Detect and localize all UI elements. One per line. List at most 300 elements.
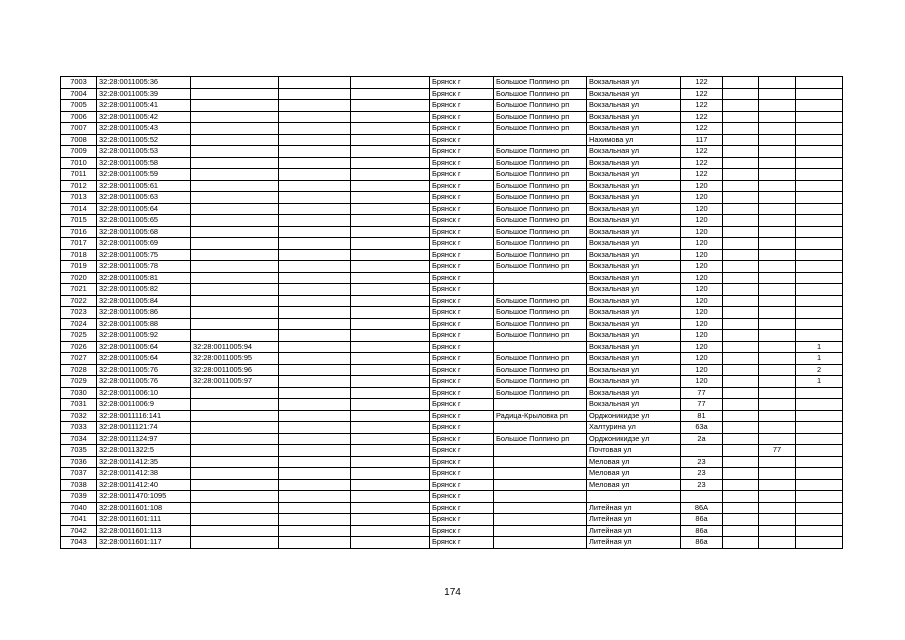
cell-city: Брянск г <box>430 341 494 353</box>
cell-cadastral-number: 32:28:0011005:59 <box>97 169 191 181</box>
cell-count <box>796 514 843 526</box>
cell-house-number: 86а <box>681 537 723 549</box>
cell-empty-col-4 <box>279 111 351 123</box>
cell-street: Вокзальная ул <box>587 284 681 296</box>
cell-empty-col-5 <box>351 433 430 445</box>
cell-settlement: Большое Полпино рп <box>494 226 587 238</box>
cell-count <box>796 261 843 273</box>
cell-related-cadastral-number <box>191 272 279 284</box>
cell-extra-number <box>759 433 796 445</box>
cell-extra-number <box>759 88 796 100</box>
table-row <box>61 376 843 388</box>
cell-empty-col-4 <box>279 295 351 307</box>
cell-cadastral-number: 32:28:0011005:82 <box>97 284 191 296</box>
table-row <box>61 433 843 445</box>
cell-count <box>796 111 843 123</box>
cell-cadastral-number: 32:28:0011005:65 <box>97 215 191 227</box>
cell-settlement: Большое Полпино рп <box>494 77 587 89</box>
cell-settlement <box>494 134 587 146</box>
cell-house-number <box>681 445 723 457</box>
cell-count <box>796 203 843 215</box>
cell-count: 2 <box>796 364 843 376</box>
cell-street: Меловая ул <box>587 468 681 480</box>
table-row <box>61 318 843 330</box>
cell-empty-col-5 <box>351 318 430 330</box>
cell-related-cadastral-number <box>191 295 279 307</box>
cell-empty-col-4 <box>279 422 351 434</box>
cell-extra-number <box>759 514 796 526</box>
cell-settlement: Большое Полпино рп <box>494 238 587 250</box>
cell-settlement <box>494 537 587 549</box>
cell-extra-number <box>759 238 796 250</box>
cell-city: Брянск г <box>430 100 494 112</box>
cell-settlement <box>494 514 587 526</box>
cell-cadastral-number: 32:28:0011005:68 <box>97 226 191 238</box>
cell-extra-number <box>759 100 796 112</box>
cell-empty-col-5 <box>351 169 430 181</box>
cell-settlement: Большое Полпино рп <box>494 433 587 445</box>
cell-empty-col-10 <box>723 433 759 445</box>
cell-count <box>796 192 843 204</box>
cell-house-number: 122 <box>681 111 723 123</box>
cell-row-number: 7024 <box>61 318 97 330</box>
cell-related-cadastral-number <box>191 123 279 135</box>
table-row <box>61 123 843 135</box>
cell-empty-col-5 <box>351 272 430 284</box>
table-row <box>61 146 843 158</box>
cell-house-number: 122 <box>681 169 723 181</box>
cell-cadastral-number: 32:28:0011006:9 <box>97 399 191 411</box>
cell-empty-col-10 <box>723 537 759 549</box>
cell-street: Вокзальная ул <box>587 307 681 319</box>
cell-city: Брянск г <box>430 307 494 319</box>
cell-settlement: Большое Полпино рп <box>494 330 587 342</box>
cell-related-cadastral-number <box>191 284 279 296</box>
cell-settlement <box>494 445 587 457</box>
cell-settlement: Радица-Крыловка рп <box>494 410 587 422</box>
cell-empty-col-10 <box>723 445 759 457</box>
cell-empty-col-4 <box>279 134 351 146</box>
cell-empty-col-5 <box>351 364 430 376</box>
cell-settlement: Большое Полпино рп <box>494 146 587 158</box>
table-row <box>61 226 843 238</box>
cell-empty-col-5 <box>351 537 430 549</box>
cell-empty-col-5 <box>351 491 430 503</box>
cell-empty-col-10 <box>723 353 759 365</box>
cell-related-cadastral-number: 32:28:0011005:96 <box>191 364 279 376</box>
cell-empty-col-10 <box>723 410 759 422</box>
cell-empty-col-4 <box>279 318 351 330</box>
cell-settlement: Большое Полпино рп <box>494 307 587 319</box>
cell-empty-col-4 <box>279 410 351 422</box>
cell-count: 1 <box>796 353 843 365</box>
cell-house-number: 120 <box>681 203 723 215</box>
cell-empty-col-4 <box>279 525 351 537</box>
cell-row-number: 7022 <box>61 295 97 307</box>
cell-settlement: Большое Полпино рп <box>494 203 587 215</box>
cell-empty-col-10 <box>723 399 759 411</box>
cell-street: Вокзальная ул <box>587 88 681 100</box>
cell-city: Брянск г <box>430 157 494 169</box>
cell-empty-col-10 <box>723 134 759 146</box>
cell-related-cadastral-number <box>191 111 279 123</box>
cell-count <box>796 330 843 342</box>
cell-empty-col-4 <box>279 77 351 89</box>
cell-empty-col-10 <box>723 215 759 227</box>
cell-settlement: Большое Полпино рп <box>494 364 587 376</box>
cell-cadastral-number: 32:28:0011005:88 <box>97 318 191 330</box>
cell-empty-col-5 <box>351 261 430 273</box>
cell-empty-col-10 <box>723 203 759 215</box>
cell-cadastral-number: 32:28:0011005:69 <box>97 238 191 250</box>
cell-street: Вокзальная ул <box>587 353 681 365</box>
cell-extra-number <box>759 111 796 123</box>
table-row <box>61 249 843 261</box>
cell-empty-col-4 <box>279 456 351 468</box>
cell-street: Почтовая ул <box>587 445 681 457</box>
cell-extra-number <box>759 537 796 549</box>
cell-empty-col-5 <box>351 238 430 250</box>
cell-street: Вокзальная ул <box>587 226 681 238</box>
cell-street: Вокзальная ул <box>587 318 681 330</box>
registry-table <box>60 76 843 549</box>
cell-empty-col-10 <box>723 514 759 526</box>
cell-count: 1 <box>796 376 843 388</box>
cell-empty-col-4 <box>279 272 351 284</box>
cell-street: Литейная ул <box>587 502 681 514</box>
cell-count <box>796 445 843 457</box>
cell-city: Брянск г <box>430 77 494 89</box>
cell-extra-number <box>759 123 796 135</box>
cell-house-number: 86А <box>681 502 723 514</box>
cell-city: Брянск г <box>430 456 494 468</box>
cell-house-number: 86а <box>681 514 723 526</box>
table-row <box>61 261 843 273</box>
cell-street: Орджоникидзе ул <box>587 433 681 445</box>
cell-empty-col-10 <box>723 422 759 434</box>
cell-row-number: 7021 <box>61 284 97 296</box>
cell-city: Брянск г <box>430 180 494 192</box>
cell-cadastral-number: 32:28:0011005:61 <box>97 180 191 192</box>
cell-empty-col-4 <box>279 192 351 204</box>
cell-city: Брянск г <box>430 146 494 158</box>
cell-cadastral-number: 32:28:0011006:10 <box>97 387 191 399</box>
cell-count <box>796 284 843 296</box>
cell-city: Брянск г <box>430 318 494 330</box>
cell-empty-col-5 <box>351 445 430 457</box>
cell-house-number: 120 <box>681 284 723 296</box>
cell-street: Вокзальная ул <box>587 341 681 353</box>
cell-settlement <box>494 284 587 296</box>
cell-house-number: 120 <box>681 330 723 342</box>
cell-row-number: 7010 <box>61 157 97 169</box>
cell-row-number: 7012 <box>61 180 97 192</box>
cell-row-number: 7026 <box>61 341 97 353</box>
cell-empty-col-10 <box>723 157 759 169</box>
cell-extra-number <box>759 226 796 238</box>
cell-street: Орджоникидзе ул <box>587 410 681 422</box>
cell-count <box>796 537 843 549</box>
table-row <box>61 422 843 434</box>
registry-table-body <box>61 77 843 549</box>
cell-cadastral-number: 32:28:0011124:97 <box>97 433 191 445</box>
cell-related-cadastral-number <box>191 456 279 468</box>
cell-count <box>796 433 843 445</box>
cell-empty-col-10 <box>723 249 759 261</box>
cell-related-cadastral-number <box>191 514 279 526</box>
cell-city: Брянск г <box>430 123 494 135</box>
cell-related-cadastral-number <box>191 157 279 169</box>
cell-row-number: 7003 <box>61 77 97 89</box>
cell-row-number: 7027 <box>61 353 97 365</box>
cell-related-cadastral-number <box>191 525 279 537</box>
cell-count <box>796 295 843 307</box>
cell-extra-number <box>759 318 796 330</box>
cell-empty-col-10 <box>723 180 759 192</box>
cell-extra-number <box>759 146 796 158</box>
cell-empty-col-4 <box>279 307 351 319</box>
cell-empty-col-4 <box>279 353 351 365</box>
cell-extra-number <box>759 134 796 146</box>
cell-row-number: 7034 <box>61 433 97 445</box>
cell-count <box>796 456 843 468</box>
cell-settlement <box>494 491 587 503</box>
cell-cadastral-number: 32:28:0011005:78 <box>97 261 191 273</box>
cell-related-cadastral-number <box>191 491 279 503</box>
cell-empty-col-5 <box>351 88 430 100</box>
cell-related-cadastral-number <box>191 238 279 250</box>
cell-row-number: 7025 <box>61 330 97 342</box>
cell-extra-number <box>759 399 796 411</box>
table-row <box>61 353 843 365</box>
cell-street: Вокзальная ул <box>587 203 681 215</box>
cell-cadastral-number: 32:28:0011005:43 <box>97 123 191 135</box>
cell-empty-col-5 <box>351 123 430 135</box>
cell-cadastral-number: 32:28:0011005:39 <box>97 88 191 100</box>
cell-empty-col-10 <box>723 272 759 284</box>
cell-related-cadastral-number <box>191 146 279 158</box>
cell-empty-col-10 <box>723 261 759 273</box>
cell-settlement: Большое Полпино рп <box>494 88 587 100</box>
cell-settlement: Большое Полпино рп <box>494 318 587 330</box>
cell-house-number: 23 <box>681 456 723 468</box>
cell-empty-col-5 <box>351 284 430 296</box>
cell-empty-col-10 <box>723 146 759 158</box>
cell-empty-col-4 <box>279 203 351 215</box>
table-row <box>61 341 843 353</box>
cell-empty-col-10 <box>723 295 759 307</box>
cell-street: Вокзальная ул <box>587 364 681 376</box>
cell-empty-col-10 <box>723 192 759 204</box>
cell-count <box>796 318 843 330</box>
cell-settlement <box>494 479 587 491</box>
cell-count <box>796 215 843 227</box>
cell-row-number: 7006 <box>61 111 97 123</box>
cell-house-number: 77 <box>681 399 723 411</box>
cell-empty-col-5 <box>351 341 430 353</box>
cell-city: Брянск г <box>430 169 494 181</box>
cell-house-number: 120 <box>681 318 723 330</box>
cell-house-number: 86а <box>681 525 723 537</box>
cell-house-number: 122 <box>681 146 723 158</box>
cell-row-number: 7032 <box>61 410 97 422</box>
cell-empty-col-10 <box>723 479 759 491</box>
cell-empty-col-5 <box>351 376 430 388</box>
cell-settlement <box>494 502 587 514</box>
cell-related-cadastral-number: 32:28:0011005:94 <box>191 341 279 353</box>
table-row <box>61 295 843 307</box>
cell-related-cadastral-number <box>191 77 279 89</box>
cell-related-cadastral-number <box>191 318 279 330</box>
cell-cadastral-number: 32:28:0011412:38 <box>97 468 191 480</box>
cell-extra-number <box>759 341 796 353</box>
cell-extra-number <box>759 157 796 169</box>
cell-row-number: 7005 <box>61 100 97 112</box>
cell-cadastral-number: 32:28:0011005:92 <box>97 330 191 342</box>
cell-house-number: 2а <box>681 433 723 445</box>
cell-street: Вокзальная ул <box>587 215 681 227</box>
cell-street: Вокзальная ул <box>587 192 681 204</box>
cell-settlement: Большое Полпино рп <box>494 192 587 204</box>
cell-empty-col-4 <box>279 491 351 503</box>
table-row <box>61 479 843 491</box>
cell-house-number: 120 <box>681 272 723 284</box>
cell-empty-col-4 <box>279 502 351 514</box>
cell-related-cadastral-number <box>191 134 279 146</box>
cell-related-cadastral-number <box>191 249 279 261</box>
cell-empty-col-5 <box>351 502 430 514</box>
cell-empty-col-4 <box>279 364 351 376</box>
cell-city: Брянск г <box>430 192 494 204</box>
cell-empty-col-5 <box>351 525 430 537</box>
cell-street: Вокзальная ул <box>587 295 681 307</box>
cell-empty-col-10 <box>723 387 759 399</box>
cell-house-number: 120 <box>681 364 723 376</box>
cell-house-number: 122 <box>681 123 723 135</box>
cell-house-number: 120 <box>681 238 723 250</box>
cell-street: Литейная ул <box>587 537 681 549</box>
cell-count <box>796 502 843 514</box>
cell-row-number: 7040 <box>61 502 97 514</box>
cell-related-cadastral-number <box>191 387 279 399</box>
cell-settlement <box>494 422 587 434</box>
table-row <box>61 525 843 537</box>
cell-cadastral-number: 32:28:0011116:141 <box>97 410 191 422</box>
cell-cadastral-number: 32:28:0011005:41 <box>97 100 191 112</box>
cell-cadastral-number: 32:28:0011005:86 <box>97 307 191 319</box>
cell-empty-col-10 <box>723 502 759 514</box>
table-row <box>61 100 843 112</box>
cell-count <box>796 307 843 319</box>
cell-related-cadastral-number <box>191 180 279 192</box>
cell-empty-col-5 <box>351 330 430 342</box>
table-row <box>61 364 843 376</box>
cell-street: Вокзальная ул <box>587 123 681 135</box>
cell-street: Халтурина ул <box>587 422 681 434</box>
cell-empty-col-5 <box>351 387 430 399</box>
cell-empty-col-4 <box>279 433 351 445</box>
cell-count <box>796 146 843 158</box>
cell-related-cadastral-number <box>191 433 279 445</box>
cell-empty-col-4 <box>279 261 351 273</box>
cell-related-cadastral-number: 32:28:0011005:95 <box>191 353 279 365</box>
cell-city: Брянск г <box>430 525 494 537</box>
cell-street: Меловая ул <box>587 479 681 491</box>
cell-extra-number <box>759 203 796 215</box>
table-row <box>61 77 843 89</box>
cell-empty-col-4 <box>279 284 351 296</box>
cell-empty-col-4 <box>279 514 351 526</box>
cell-row-number: 7016 <box>61 226 97 238</box>
cell-empty-col-5 <box>351 514 430 526</box>
cell-related-cadastral-number <box>191 226 279 238</box>
cell-house-number: 122 <box>681 77 723 89</box>
cell-empty-col-4 <box>279 226 351 238</box>
cell-settlement <box>494 272 587 284</box>
cell-extra-number <box>759 307 796 319</box>
cell-street: Вокзальная ул <box>587 77 681 89</box>
cell-empty-col-5 <box>351 100 430 112</box>
cell-related-cadastral-number <box>191 192 279 204</box>
cell-empty-col-4 <box>279 537 351 549</box>
cell-house-number: 120 <box>681 261 723 273</box>
cell-city: Брянск г <box>430 226 494 238</box>
cell-extra-number <box>759 77 796 89</box>
cell-cadastral-number: 32:28:0011412:35 <box>97 456 191 468</box>
cell-extra-number <box>759 376 796 388</box>
cell-settlement: Большое Полпино рп <box>494 111 587 123</box>
cell-row-number: 7035 <box>61 445 97 457</box>
cell-street: Вокзальная ул <box>587 330 681 342</box>
cell-city: Брянск г <box>430 445 494 457</box>
cell-city: Брянск г <box>430 514 494 526</box>
table-row <box>61 445 843 457</box>
cell-street: Вокзальная ул <box>587 387 681 399</box>
cell-settlement: Большое Полпино рп <box>494 157 587 169</box>
cell-row-number: 7020 <box>61 272 97 284</box>
cell-empty-col-10 <box>723 376 759 388</box>
cell-related-cadastral-number <box>191 100 279 112</box>
cell-house-number: 120 <box>681 307 723 319</box>
cell-cadastral-number: 32:28:0011005:81 <box>97 272 191 284</box>
cell-related-cadastral-number <box>191 410 279 422</box>
cell-street: Вокзальная ул <box>587 261 681 273</box>
cell-extra-number <box>759 422 796 434</box>
table-row <box>61 215 843 227</box>
table-row <box>61 192 843 204</box>
cell-count <box>796 422 843 434</box>
cell-settlement: Большое Полпино рп <box>494 249 587 261</box>
cell-street: Вокзальная ул <box>587 100 681 112</box>
cell-related-cadastral-number: 32:28:0011005:97 <box>191 376 279 388</box>
cell-settlement <box>494 341 587 353</box>
cell-empty-col-10 <box>723 226 759 238</box>
cell-empty-col-10 <box>723 525 759 537</box>
cell-street: Вокзальная ул <box>587 249 681 261</box>
cell-extra-number <box>759 169 796 181</box>
cell-extra-number <box>759 491 796 503</box>
cell-empty-col-10 <box>723 307 759 319</box>
cell-city: Брянск г <box>430 215 494 227</box>
cell-related-cadastral-number <box>191 169 279 181</box>
cell-empty-col-5 <box>351 203 430 215</box>
table-row <box>61 134 843 146</box>
cell-related-cadastral-number <box>191 479 279 491</box>
cell-row-number: 7043 <box>61 537 97 549</box>
cell-empty-col-5 <box>351 249 430 261</box>
cell-street: Вокзальная ул <box>587 376 681 388</box>
cell-city: Брянск г <box>430 238 494 250</box>
